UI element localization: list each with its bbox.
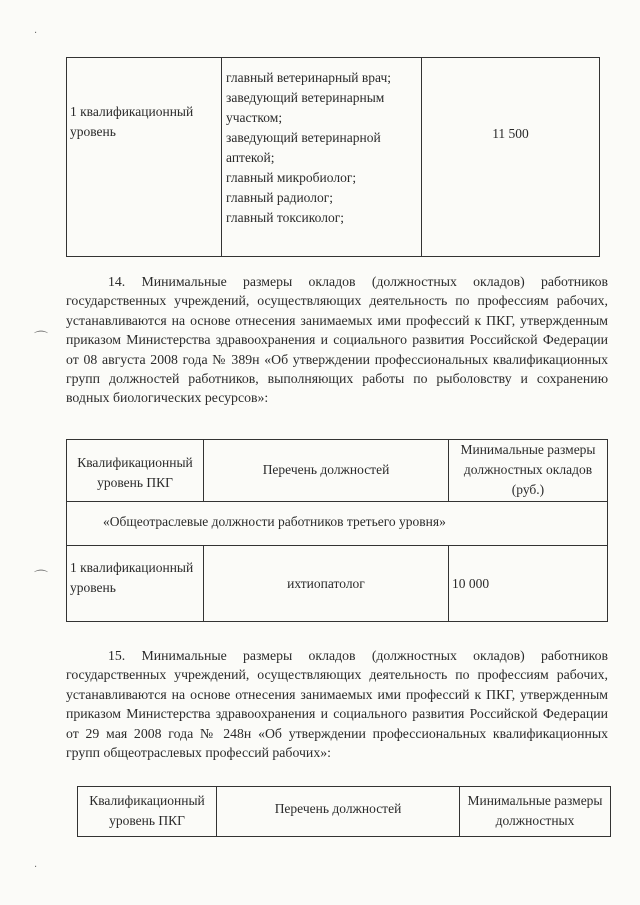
scan-mark: · — [34, 862, 38, 873]
position-item: заведующий ветеринарным участком; — [226, 90, 385, 125]
position-cell: ихтиопатолог — [204, 546, 449, 622]
header-salary: Минимальные размеры должностных — [460, 787, 611, 837]
position-item: главный микробиолог; — [226, 170, 357, 185]
header-level: Квалификационный уровень ПКГ — [67, 440, 204, 502]
paragraph-15: 15. Минимальные размеры окладов (должностных окладов) работников государственных учреждений, осуществляющих деятельность по профессиям рабочих, устанавливаются на основе отнесения занимаемых ими профессий к ПКГ, утвержденным приказом Министерства здравоохранения и социального развития Российской Федерации от 29 мая 2008 года № 248н «Об утверждении профессиональных квалификационных групп общеотраслевых профессий рабочих»: — [66, 648, 608, 761]
table-header-row — [78, 787, 611, 837]
level-cell: 1 квалификационный уровень — [67, 58, 222, 257]
positions-cell — [222, 58, 422, 257]
scan-mark: ⌒ — [34, 570, 48, 586]
table-workers — [77, 786, 611, 837]
position-item: заведующий ветеринарной аптекой; — [226, 130, 381, 165]
table-row — [67, 58, 600, 257]
position-item: главный ветеринарный врач; — [226, 70, 391, 85]
scan-mark: ⌒ — [34, 331, 48, 347]
salary-cell: 11 500 — [422, 58, 600, 257]
table-group-row — [67, 502, 608, 546]
group-cell: «Общеотраслевые должности работников третьего уровня» — [67, 502, 608, 546]
table-header-row — [67, 440, 608, 502]
table-row — [67, 546, 608, 622]
table-veterinary — [66, 57, 600, 257]
level-cell: 1 квалификационный уровень — [67, 546, 204, 622]
position-item: главный радиолог; — [226, 190, 334, 205]
table-fishery — [66, 439, 608, 622]
salary-cell: 10 000 — [449, 546, 608, 622]
header-level: Квалификационный уровень ПКГ — [78, 787, 217, 837]
header-positions: Перечень должностей — [204, 440, 449, 502]
position-item: главный токсиколог; — [226, 210, 344, 225]
header-salary: Минимальные размеры должностных окладов (руб.) — [449, 440, 608, 502]
scan-mark: · — [34, 28, 38, 39]
header-positions: Перечень должностей — [217, 787, 460, 837]
paragraph-14: 14. Минимальные размеры окладов (должностных окладов) работников государственных учреждений, осуществляющих деятельность по профессиям рабочих, устанавливаются на основе отнесения занимаемых ими профессий к ПКГ, утвержденным приказом Министерства здравоохранения и социального развития Российской Федерации от 08 августа 2008 года № 389н «Об утверждении профессиональных квалификационных групп должностей работников, выполняющих работы по рыболовству и сохранению водных биологических ресурсов»: — [66, 274, 608, 406]
